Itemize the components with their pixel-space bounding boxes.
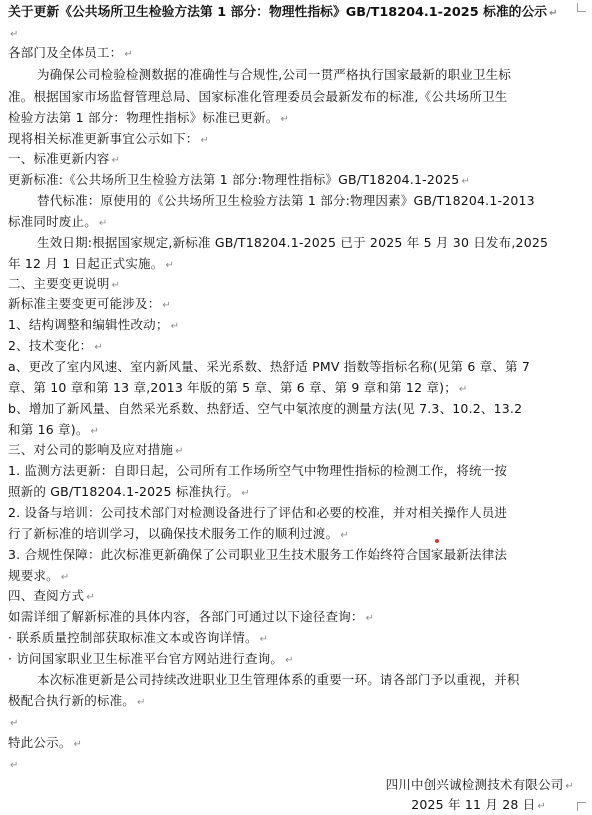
- measure-item-1-line-1: 1. 监测方法更新：自即日起，公司所有工作场所空气中物理性指标的检测工作，将统一按: [8, 463, 508, 478]
- change-item-1: 1、结构调整和编辑性改动； ↵: [8, 317, 180, 332]
- greeting: 各部门及全体员工： ↵: [8, 45, 133, 60]
- lead-text: 现将相关标准更新事宜公示如下： ↵: [8, 131, 210, 146]
- intro-line-2: 准。根据国家市场监督管理总局、国家标准化管理委员会最新发布的标准,《公共场所卫生: [8, 89, 508, 104]
- intro-line-1: 为确保公司检验检测数据的准确性与合规性,公司一贯严格执行国家最新的职业卫生标: [37, 67, 512, 82]
- new-standard-line: 更新标准:《公共场所卫生检验方法第 1 部分:物理性指标》GB/T18204.1-2025 ↵: [8, 172, 471, 187]
- section-4-heading: 四、查阅方式 ↵: [8, 588, 95, 603]
- measure-item-2-line-2: 行了新标准的培训学习，以确保技术服务工作的顺利过渡。 ↵: [8, 526, 349, 541]
- empty-paragraph: ↵: [10, 718, 19, 729]
- empty-paragraph: ↵: [10, 29, 19, 40]
- query-bullet-1: · 联系质量控制部获取标准文本或咨询详情。 ↵: [8, 630, 269, 645]
- closing-line-1: 本次标准更新是公司持续改进职业卫生管理体系的重要一环。请各部门予以重视，并积: [37, 672, 520, 687]
- replaced-standard-line-2: 标准同时废止。 ↵: [8, 214, 108, 229]
- empty-paragraph: ↵: [10, 760, 19, 771]
- section-1-heading: 一、标准更新内容 ↵: [8, 151, 121, 166]
- closing-line-2: 极配合执行新的标准。 ↵: [8, 693, 146, 708]
- section-4-lead: 如需详细了解新标准的具体内容，各部门可通过以下途径查询： ↵: [8, 609, 375, 624]
- effective-date-line-2: 年 12 月 1 日起正式实施。 ↵: [8, 256, 175, 271]
- change-item-b-line-2: 和第 16 章)。 ↵: [8, 422, 100, 437]
- change-item-2: 2、技术变化： ↵: [8, 338, 103, 353]
- page-corner-mark: [577, 802, 586, 811]
- signature-date: 2025 年 11 月 28 日 ↵: [411, 797, 546, 812]
- change-item-a-line-2: 章、第 10 章和第 13 章,2013 年版的第 5 章、第 6 章、第 9 章和第 12 章)； ↵: [8, 380, 468, 395]
- section-2-heading: 二、主要变更说明 ↵: [8, 276, 121, 291]
- red-dot-mark: [435, 539, 439, 543]
- replaced-standard-line-1: 替代标准：原使用的《公共场所卫生检验方法第 1 部分:物理因素》GB/T18204.1-2013: [37, 193, 535, 208]
- document-title: 关于更新《公共场所卫生检验方法第 1 部分：物理性指标》GB/T18204.1-2025 标准的公示 ↵: [8, 5, 558, 20]
- intro-line-3: 检验方法第 1 部分：物理性指标》标准已更新。 ↵: [8, 110, 290, 125]
- section-3-heading: 三、对公司的影响及应对措施 ↵: [8, 442, 184, 457]
- measure-item-3-line-1: 3. 合规性保障：此次标准更新确保了公司职业卫生技术服务工作始终符合国家最新法律法: [8, 547, 508, 562]
- signature-company: 四川中创兴诚检测技术有限公司 ↵: [385, 777, 574, 792]
- query-bullet-2: · 访问国家职业卫生标准平台官方网站进行查询。 ↵: [8, 651, 294, 666]
- measure-item-3-line-2: 规要求。 ↵: [8, 568, 70, 583]
- section-2-lead: 新标准主要变更可能涉及： ↵: [8, 296, 171, 311]
- notice-text: 特此公示。 ↵: [8, 735, 83, 750]
- measure-item-1-line-2: 照新的 GB/T18204.1-2025 标准执行。 ↵: [8, 484, 250, 499]
- page-corner-mark: [577, 3, 586, 12]
- change-item-a-line-1: a、更改了室内风速、室内新风量、采光系数、热舒适 PMV 指数等指标名称(见第 6 章、第 7: [8, 359, 531, 374]
- effective-date-line-1: 生效日期:根据国家规定,新标准 GB/T18204.1-2025 已于 2025 年 5 月 30 日发布,2025: [37, 235, 549, 250]
- measure-item-2-line-1: 2. 设备与培训：公司技术部门对检测设备进行了评估和必要的校准，并对相关操作人员进: [8, 505, 508, 520]
- change-item-b-line-1: b、增加了新风量、自然采光系数、热舒适、空气中氡浓度的测量方法(见 7.3、10.2、13.2: [8, 401, 523, 416]
